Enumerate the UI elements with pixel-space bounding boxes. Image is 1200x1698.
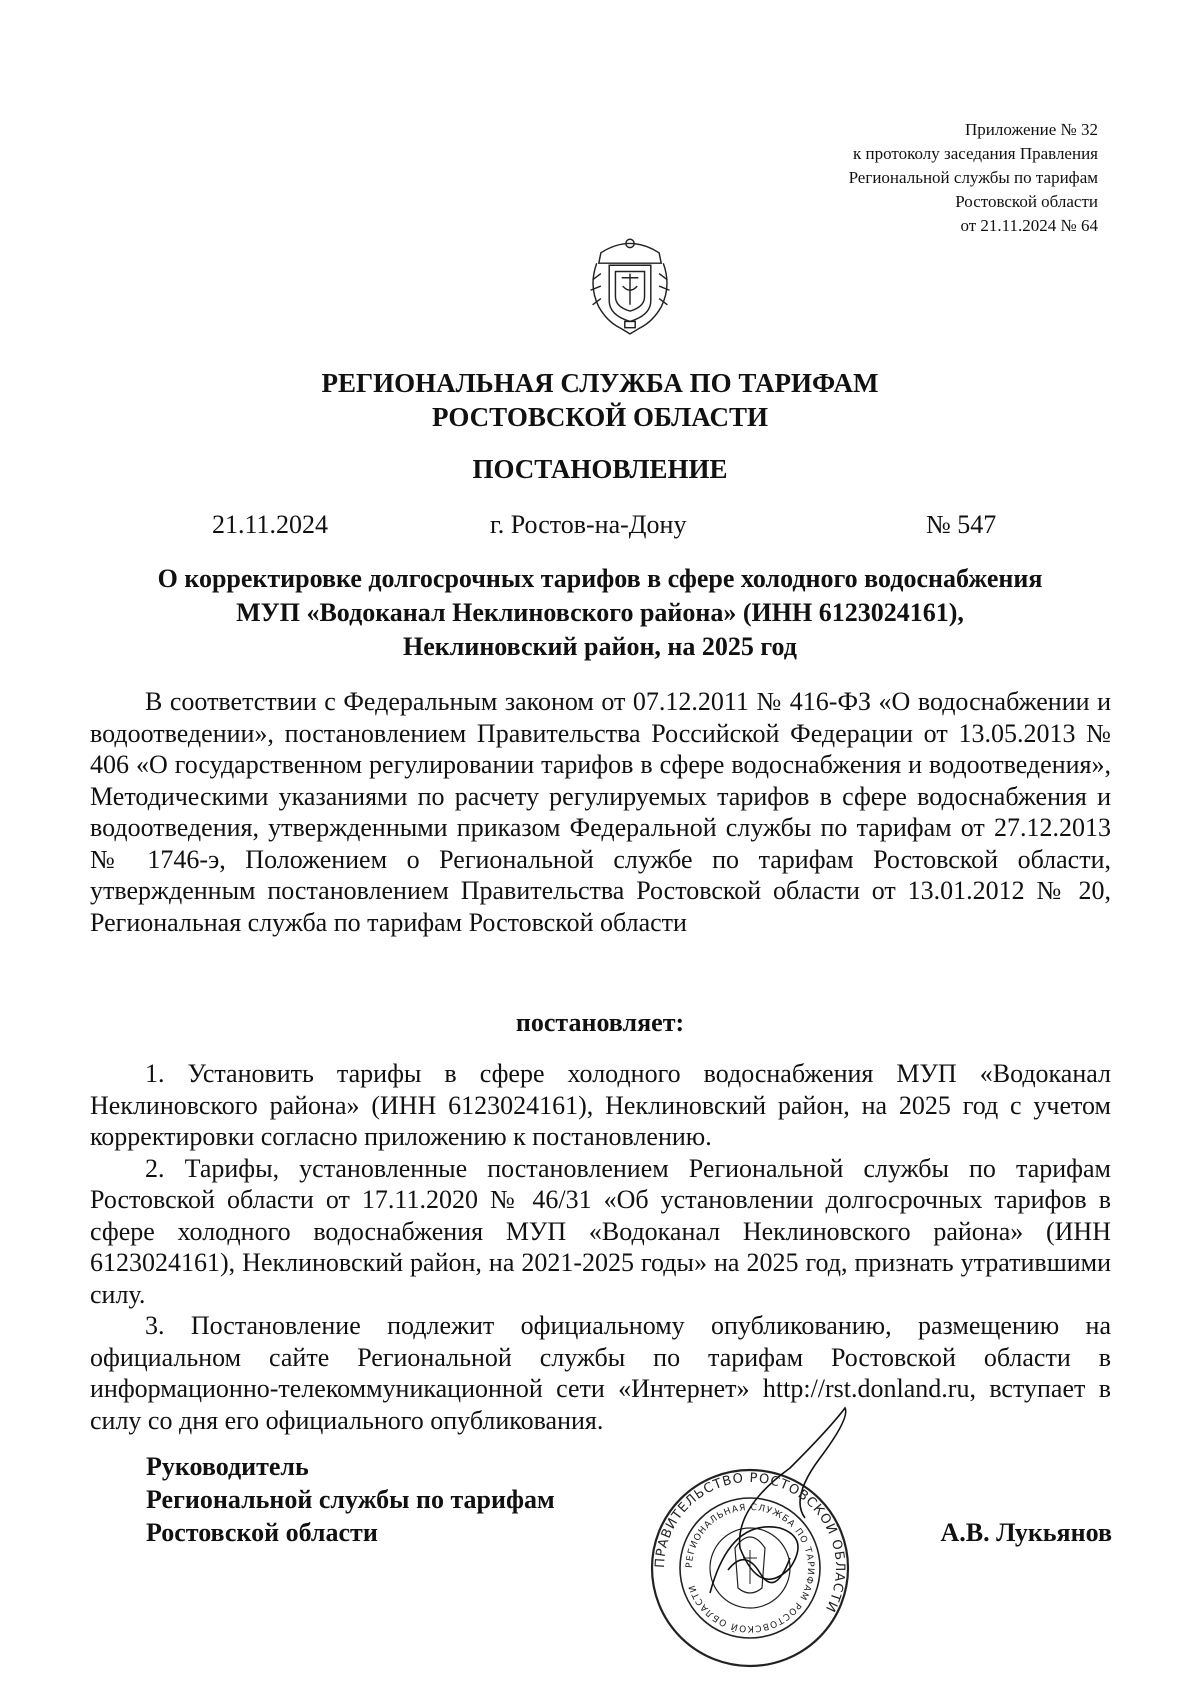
resolution-item-1: 1. Установить тарифы в сфере холодного водоснабжения МУП «Водоканал Неклиновского района» (ИНН 6123024161), Неклиновский район, на 2025 год с учетом корректировки согласно приложению к постановлению. [90,1059,1111,1151]
appendix-line: от 21.11.2024 № 64 [960,216,1098,235]
position-line-2: Региональной службы по тарифам [146,1485,555,1514]
seal-outer-text: ПРАВИТЕЛЬСТВО РОСТОВСКОЙ ОБЛАСТИ [652,1470,848,1615]
org-line-2: РОСТОВСКОЙ ОБЛАСТИ [432,402,768,432]
title-line-2: МУП «Водоканал Неклиновского района» (ИНН 6123024161), [236,598,964,627]
official-seal-icon [640,1398,880,1698]
resolution-items [90,1058,1111,1436]
document-type: ПОСТАНОВЛЕНИЕ [472,454,728,484]
title-line-3: Неклиновский район, на 2025 год [403,632,797,661]
resolves-heading: постановляет: [515,1008,685,1037]
position-line-1: Руководитель [146,1452,309,1481]
document-city: г. Ростов-на-Дону [490,510,687,539]
seal-inner-text: РЕГИОНАЛЬНАЯ СЛУЖБА ПО ТАРИФАМ РОСТОВСКОЙ ОБЛАСТИ [684,1502,816,1634]
resolution-item-2: 2. Тарифы, установленные постановлением Региональной службы по тарифам Ростовской области от 17.11.2020 № 46/31 «Об установлении долгосрочных тарифов в сфере холодного водоснабжения МУП «Водоканал Неклиновского района» (ИНН 6123024161), Неклиновский район, на 2021-2025 годы» на 2025 год, признать утратившими силу. [90,1153,1111,1309]
position-line-3: Ростовской области [146,1518,378,1547]
org-line-1: РЕГИОНАЛЬНАЯ СЛУЖБА ПО ТАРИФАМ [321,368,879,398]
title-line-1: О корректировке долгосрочных тарифов в сфере холодного водоснабжения [157,564,1043,593]
preamble-paragraph: В соответствии с Федеральным законом от 07.12.2011 № 416-ФЗ «О водоснабжении и водоотведении», постановлением Правительства Российской Федерации от 13.05.2013 № 406 «О государственном регулировании тарифов в сфере водоснабжения и водоотведения», Методическими указаниями по расчету регулируемых тарифов в сфере водоснабжения и водоотведения, утвержденными приказом Федеральной службы по тарифам от 27.12.2013 № 1746-э, Положением о Региональной службе по тарифам Ростовской области, утвержденным постановлением Правительства Ростовской области от 13.01.2012 № 20, Региональная служба по тарифам Ростовской области [90,687,1111,937]
appendix-line: Региональной службы по тарифам [848,168,1098,187]
document-number: № 547 [926,510,997,539]
appendix-line: к протоколу заседания Правления [853,144,1098,163]
signatory-position [146,1450,555,1549]
preamble-section [90,686,1111,938]
resolution-item-3: 3. Постановление подлежит официальному опубликованию, размещению на официальном сайте Региональной службы по тарифам Ростовской области в информационно-телекоммуникационной сети «Интернет» http://rst.donland.ru, вступает в силу со дня его официального опубликования. [90,1311,1111,1435]
appendix-line: Приложение № 32 [965,120,1098,139]
document-date: 21.11.2024 [212,510,329,539]
organization-name [0,366,1200,434]
coat-of-arms-icon [578,232,682,336]
document-title [90,562,1110,664]
appendix-note [698,118,1098,238]
signatory-name: А.В. Лукьянов [940,1518,1112,1547]
appendix-line: Ростовской области [955,192,1098,211]
